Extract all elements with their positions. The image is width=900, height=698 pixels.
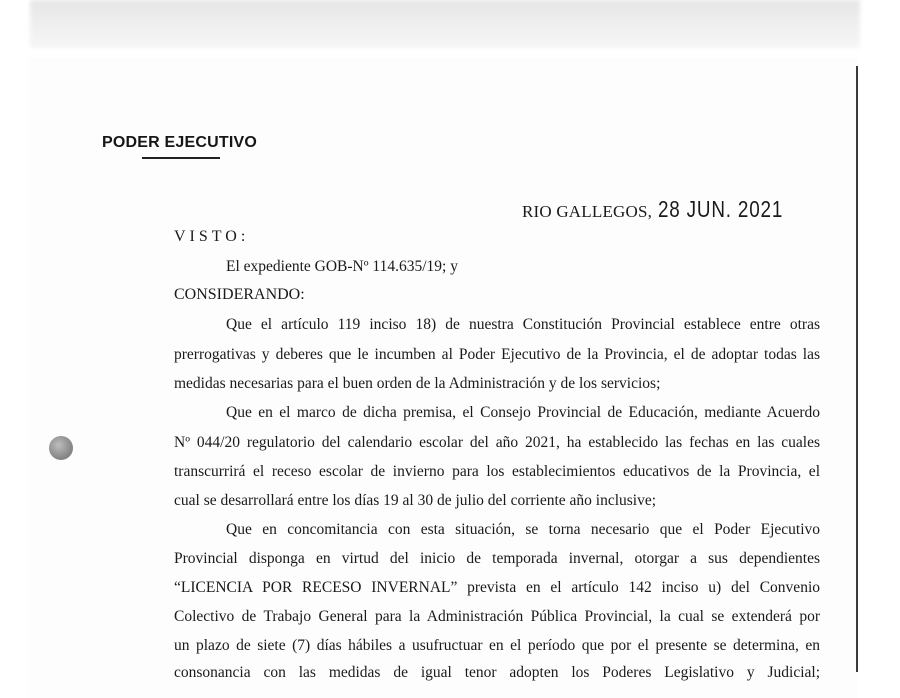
- paragraph-3-line-3: “LICENCIA POR RECESO INVERNAL” prevista en el artículo 142 inciso u) del Convenio: [174, 579, 820, 596]
- paragraph-2-line-2: Nº 044/20 regulatorio del calendario escolar del año 2021, ha establecido las fechas en las cuales: [174, 434, 820, 451]
- paragraph-3-line-2: Provincial disponga en virtud del inicio de temporada invernal, otorgar a sus dependientes: [174, 550, 820, 567]
- paragraph-2-line-3: transcurrirá el receso escolar de invierno para los establecimientos educativos de la Provincia, el: [174, 463, 820, 480]
- paragraph-3-line-5: un plazo de siete (7) días hábiles a usufructuar en el período que por el presente se determina, en: [174, 637, 820, 654]
- paragraph-3-line-4: Colectivo de Trabajo General para la Administración Pública Provincial, la cual se extenderá por: [174, 608, 820, 625]
- paragraph-3-line-6: consonancia con las medidas de igual tenor adopten los Poderes Legislativo y Judicial;: [174, 664, 820, 681]
- header-underline: [142, 157, 220, 159]
- paragraph-1-line-1: Que el artículo 119 inciso 18) de nuestra Constitución Provincial establece entre otras: [226, 316, 820, 333]
- place-date-line: [522, 196, 811, 223]
- place-name: RIO GALLEGOS,: [522, 202, 653, 221]
- visto-label: VISTO:: [174, 228, 250, 245]
- paragraph-2-line-4: cual se desarrollará entre los días 19 al 30 de julio del corriente año inclusive;: [174, 492, 657, 509]
- considerando-label: CONSIDERANDO:: [174, 286, 305, 303]
- scan-top-shadow: [30, 0, 860, 48]
- date-stamp: 28 JUN. 2021: [658, 196, 784, 222]
- paragraph-1-line-3: medidas necesarias para el buen orden de la Administración y de los servicios;: [174, 375, 661, 392]
- paragraph-2-line-1: Que en el marco de dicha premisa, el Consejo Provincial de Educación, mediante Acuerdo: [226, 404, 820, 421]
- expediente-text: El expediente GOB-Nº 114.635/19; y: [226, 258, 458, 275]
- page-edge-line: [856, 66, 858, 672]
- punch-hole-icon: [49, 436, 73, 460]
- paragraph-1-line-2: prerrogativas y deberes que le incumben al Poder Ejecutivo de la Provincia, el de adoptar todas las: [174, 346, 820, 363]
- header-title: PODER EJECUTIVO: [102, 134, 258, 151]
- paragraph-3-line-1: Que en concomitancia con esta situación, se torna necesario que el Poder Ejecutivo: [226, 521, 820, 538]
